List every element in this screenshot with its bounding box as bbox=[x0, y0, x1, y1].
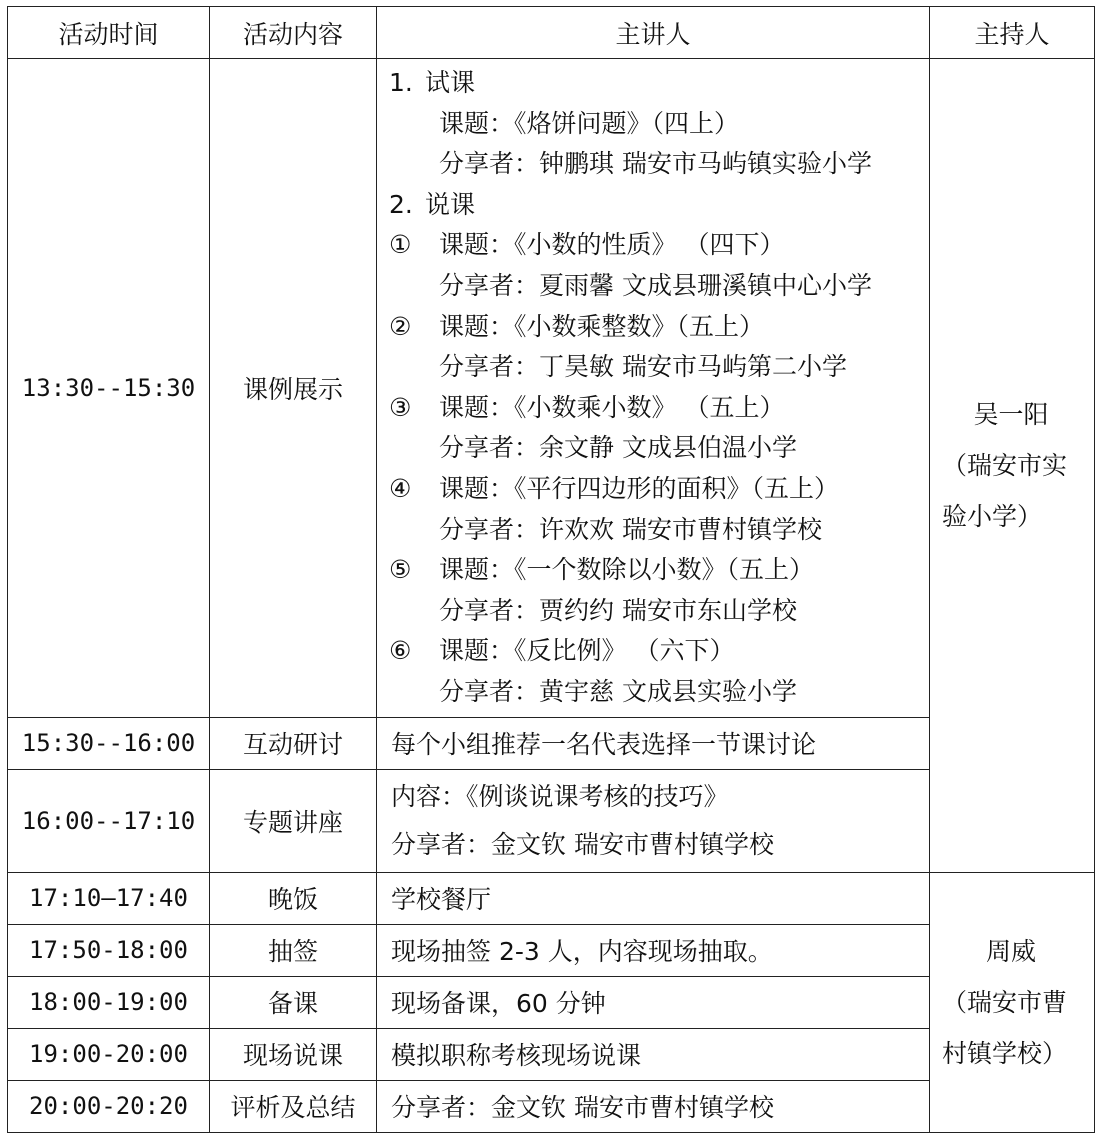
session-time: 15:30--16:00 bbox=[8, 717, 210, 769]
session-content: 评析及总结 bbox=[210, 1080, 377, 1132]
talk-topic: ⑤ 课题：《一个数除以小数》（五上） bbox=[389, 550, 929, 591]
session-time: 19:00-20:00 bbox=[8, 1028, 210, 1080]
session-speaker: 每个小组推荐一名代表选择一节课讨论 bbox=[377, 717, 930, 769]
talk-topic: ① 课题：《小数的性质》 （四下） bbox=[389, 225, 929, 266]
trial-heading: 1. 试课 bbox=[389, 68, 476, 97]
talk-topic: ③ 课题：《小数乘小数》 （五上） bbox=[389, 388, 929, 429]
lesson-list bbox=[377, 59, 930, 718]
schedule-table bbox=[7, 6, 1095, 1133]
circled-number: ⑤ bbox=[389, 555, 412, 585]
talk-sharer: 分享者：黄宇慈 文成县实验小学 bbox=[439, 676, 797, 706]
session-speaker: 模拟职称考核现场说课 bbox=[377, 1028, 930, 1080]
talk-topic: ④ 课题：《平行四边形的面积》（五上） bbox=[389, 469, 929, 510]
talk-sharer: 分享者：贾约约 瑞安市东山学校 bbox=[439, 595, 797, 625]
session-content: 课例展示 bbox=[210, 59, 377, 718]
circled-number: ④ bbox=[389, 473, 412, 503]
session-speaker bbox=[377, 769, 930, 872]
circled-number: ⑥ bbox=[389, 636, 412, 666]
talk-sharer: 分享者：余文静 文成县伯温小学 bbox=[439, 433, 797, 463]
host-org-line: （瑞安市实 bbox=[942, 450, 1068, 480]
trial-topic: 课题：《烙饼问题》（四上） bbox=[439, 108, 740, 138]
circled-number: ① bbox=[389, 230, 412, 260]
session-time: 13:30--15:30 bbox=[8, 59, 210, 718]
session-row-dinner bbox=[8, 872, 1095, 924]
talk-sharer: 分享者：夏雨馨 文成县珊溪镇中心小学 bbox=[439, 270, 872, 300]
session-speaker: 分享者：金文钦 瑞安市曹村镇学校 bbox=[377, 1080, 930, 1132]
host-name: 吴一阳 bbox=[973, 399, 1049, 429]
session-time: 18:00-19:00 bbox=[8, 976, 210, 1028]
session-time: 16:00--17:10 bbox=[8, 769, 210, 872]
host-cell-evening bbox=[930, 872, 1095, 1132]
session-content: 现场说课 bbox=[210, 1028, 377, 1080]
host-org-line: 村镇学校） bbox=[942, 1038, 1068, 1068]
header-host: 主持人 bbox=[930, 7, 1095, 59]
session-content: 抽签 bbox=[210, 924, 377, 976]
session-content: 互动研讨 bbox=[210, 717, 377, 769]
talk-sharer: 分享者：丁昊敏 瑞安市马屿第二小学 bbox=[439, 352, 847, 382]
session-time: 20:00-20:20 bbox=[8, 1080, 210, 1132]
host-org-line: 验小学） bbox=[942, 501, 1043, 531]
talk-sharer: 分享者：许欢欢 瑞安市曹村镇学校 bbox=[439, 514, 822, 544]
lecture-content: 内容：《例谈说课考核的技巧》 bbox=[391, 781, 729, 811]
circled-number: ② bbox=[389, 311, 412, 341]
host-cell-afternoon bbox=[930, 59, 1095, 873]
host-org-line: （瑞安市曹 bbox=[942, 987, 1068, 1017]
session-speaker: 学校餐厅 bbox=[377, 872, 930, 924]
session-speaker: 现场抽签 2-3 人，内容现场抽取。 bbox=[377, 924, 930, 976]
header-time: 活动时间 bbox=[8, 7, 210, 59]
session-row-lessons bbox=[8, 59, 1095, 718]
session-content: 专题讲座 bbox=[210, 769, 377, 872]
talk-topic: ⑥ 课题：《反比例》 （六下） bbox=[389, 631, 929, 672]
session-content: 晚饭 bbox=[210, 872, 377, 924]
header-row bbox=[8, 7, 1095, 59]
circled-number: ③ bbox=[389, 392, 412, 422]
lecture-sharer: 分享者：金文钦 瑞安市曹村镇学校 bbox=[391, 829, 774, 859]
session-content: 备课 bbox=[210, 976, 377, 1028]
header-content: 活动内容 bbox=[210, 7, 377, 59]
trial-sharer: 分享者：钟鹏琪 瑞安市马屿镇实验小学 bbox=[439, 149, 872, 179]
host-name: 周威 bbox=[985, 936, 1036, 966]
talk-topic: ② 课题：《小数乘整数》（五上） bbox=[389, 307, 929, 348]
session-speaker: 现场备课，60 分钟 bbox=[377, 976, 930, 1028]
session-time: 17:10—17:40 bbox=[8, 872, 210, 924]
talk-heading: 2. 说课 bbox=[389, 189, 476, 219]
session-time: 17:50-18:00 bbox=[8, 924, 210, 976]
header-speaker: 主讲人 bbox=[377, 7, 930, 59]
